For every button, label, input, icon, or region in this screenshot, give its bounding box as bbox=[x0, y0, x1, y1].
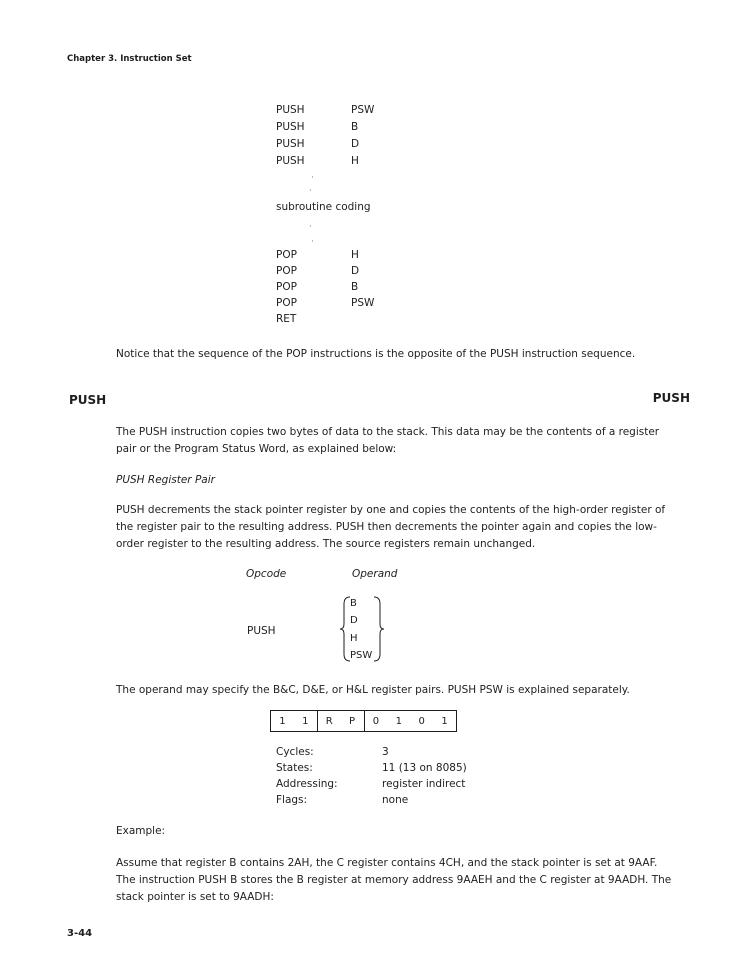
spec-label: States: bbox=[276, 762, 313, 774]
ellipsis-dot: · bbox=[309, 186, 312, 196]
spec-value: 3 bbox=[382, 746, 389, 758]
spec-value: none bbox=[382, 794, 409, 806]
code-op: POP bbox=[276, 265, 297, 277]
operand-label: Operand bbox=[352, 568, 398, 580]
encoding-bit: 0 bbox=[418, 715, 425, 727]
ellipsis-dot: · bbox=[309, 222, 312, 232]
intro-paragraph: The PUSH instruction copies two bytes of data to the stack. This data may be the contents of a register pair or the Program Status Word, as explained below: bbox=[116, 426, 660, 455]
code-arg: D bbox=[351, 265, 360, 277]
code-arg: PSW bbox=[351, 297, 375, 309]
chapter-header: Chapter 3. Instruction Set bbox=[67, 54, 192, 64]
page-number: 3-44 bbox=[67, 928, 93, 939]
notice-paragraph: Notice that the sequence of the POP instructions is the opposite of the PUSH instruction sequence. bbox=[116, 348, 636, 360]
spec-label: Flags: bbox=[276, 794, 308, 806]
encoding-bit: 1 bbox=[441, 715, 448, 727]
code-op: POP bbox=[276, 281, 297, 293]
operand-option: H bbox=[350, 633, 358, 644]
example-label: Example: bbox=[116, 825, 166, 837]
operand-option: B bbox=[350, 598, 357, 609]
section-title-left: PUSH bbox=[69, 393, 107, 407]
subroutine-label: subroutine coding bbox=[276, 201, 371, 213]
code-arg: PSW bbox=[351, 104, 375, 116]
code-arg: B bbox=[351, 281, 359, 293]
encoding-bit: R bbox=[317, 711, 341, 731]
spec-value: 11 (13 on 8085) bbox=[382, 762, 467, 774]
code-op: PUSH bbox=[276, 104, 305, 116]
ellipsis-dot: · bbox=[311, 237, 314, 247]
code-op: POP bbox=[276, 249, 297, 261]
code-arg: H bbox=[351, 249, 359, 261]
opcode-encoding bbox=[270, 710, 457, 732]
operand-option: PSW bbox=[350, 650, 373, 661]
code-op: PUSH bbox=[276, 155, 305, 167]
example-paragraph: Assume that register B contains 2AH, the C register contains 4CH, and the stack pointer is set at 9AAF. The instruction PUSH B stores the B register at memory address 9AAEH and the C register at 9AADH. The stack pointer is set to 9AADH: bbox=[116, 857, 672, 903]
code-op: RET bbox=[276, 313, 297, 325]
encoding-bit: 0 bbox=[364, 711, 388, 731]
encoding-bit: 1 bbox=[279, 715, 286, 727]
code-op: PUSH bbox=[276, 138, 305, 150]
opcode-label: Opcode bbox=[246, 568, 287, 580]
code-arg: B bbox=[351, 121, 359, 133]
section-title-right: PUSH bbox=[652, 391, 690, 405]
ellipsis-dot: · bbox=[311, 173, 314, 183]
code-arg: H bbox=[351, 155, 359, 167]
operand-option: D bbox=[350, 615, 358, 626]
spec-label: Addressing: bbox=[276, 778, 338, 790]
encoding-bit: 1 bbox=[395, 715, 402, 727]
subheading: PUSH Register Pair bbox=[116, 474, 215, 486]
encoding-bit: 1 bbox=[302, 715, 309, 727]
code-arg: D bbox=[351, 138, 360, 150]
spec-value: register indirect bbox=[382, 778, 466, 790]
description-paragraph: PUSH decrements the stack pointer register by one and copies the contents of the high-order register of the register pair to the resulting address. PUSH then decrements the pointer again and copies the low-order register to the resulting address. The source registers remain unchanged. bbox=[116, 504, 666, 550]
code-op: PUSH bbox=[276, 121, 305, 133]
operand-note: The operand may specify the B&C, D&E, or H&L register pairs. PUSH PSW is explained separately. bbox=[116, 684, 630, 696]
spec-label: Cycles: bbox=[276, 746, 314, 758]
syntax-mnemonic: PUSH bbox=[247, 625, 276, 637]
encoding-bit: P bbox=[349, 715, 356, 727]
code-op: POP bbox=[276, 297, 297, 309]
